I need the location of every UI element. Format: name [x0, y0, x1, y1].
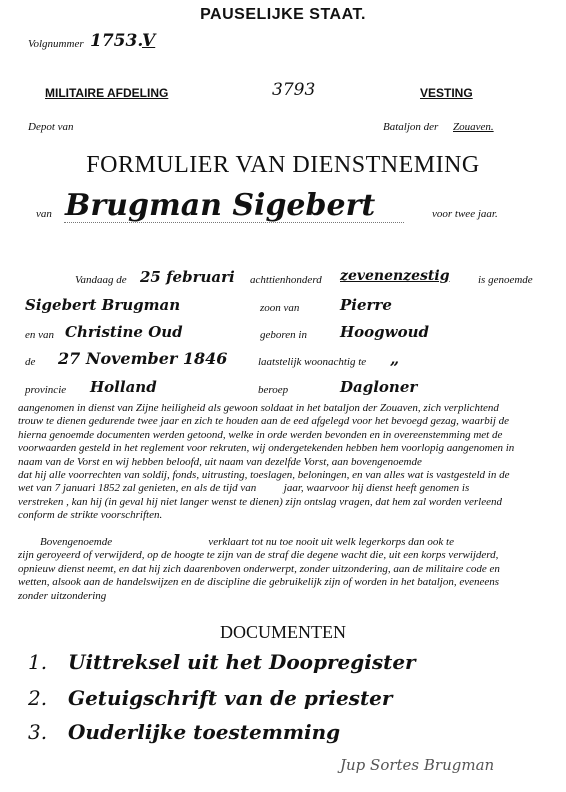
- achttien-label: achttienhonderd: [250, 274, 322, 286]
- volgnummer-label: Volgnummer: [28, 38, 84, 50]
- documents-title: DOCUMENTEN: [220, 622, 346, 642]
- birthplace: Hoogwoud: [340, 323, 429, 341]
- document-item: Ouderlijke toestemming: [68, 720, 341, 744]
- person-name: Sigebert Brugman: [25, 296, 181, 314]
- form-title: FORMULIER VAN DIENSTNEMING: [86, 152, 480, 178]
- paragraph-line: conform de strikte voorschriften.: [18, 509, 163, 522]
- genoemde-label: is genoemde: [478, 274, 533, 286]
- geboren-label: geboren in: [260, 329, 307, 341]
- occupation: Dagloner: [340, 378, 418, 396]
- de-label: de: [25, 356, 36, 368]
- duration-label: voor twee jaar.: [432, 208, 498, 220]
- residence: „: [390, 349, 400, 368]
- paragraph-line: Bovengenoemde verklaart tot nu toe nooit uit welk legerkorps dan ook te: [40, 536, 454, 548]
- paragraph-line: hierna genoemde documenten werden getoond, welke in orde werden bevonden en in overeenstemming met de: [18, 428, 503, 441]
- name-underline: [64, 222, 404, 223]
- vesting-label: VESTING: [420, 86, 473, 100]
- en-van-label: en van: [25, 329, 55, 341]
- paragraph-line: verstreken , kan hij (in geval hij niet langer wenst te dienen) zijn ontslag vragen, dat hem zal worden verleend: [18, 495, 502, 508]
- paragraph-line: dat hij alle voorrechten van soldij, fonds, uitrusting, toeslagen, beloningen, en van alles wat is vastgesteld in de: [18, 469, 510, 482]
- father-name: Pierre: [340, 296, 392, 314]
- birthdate: 27 November 1846: [58, 349, 228, 368]
- provincie-label: provincie: [25, 384, 67, 396]
- document-item: Uittreksel uit het Doopregister: [68, 650, 416, 674]
- declaration-paragraph: [18, 536, 548, 603]
- volgnummer-value: 1753.: [90, 31, 144, 51]
- document-number: 2.: [28, 686, 48, 710]
- depot-label: Depot van: [28, 121, 74, 133]
- document-title: PAUSELIJKE STAAT.: [200, 6, 366, 23]
- paragraph-line: zijn geroyeerd of verwijderd, op de hoogte te zijn van de straf die degene wacht die, uit een korps verwijderd,: [18, 549, 499, 562]
- document-number: 1.: [28, 650, 48, 674]
- enlistment-paragraph: [18, 402, 548, 523]
- militaire-afdeling-label: MILITAIRE AFDELING: [45, 86, 169, 100]
- bataljon-value: Zouaven.: [453, 121, 494, 133]
- vandaag-label: Vandaag de: [75, 274, 127, 286]
- enlistee-name: Brugman Sigebert: [65, 188, 376, 223]
- paragraph-line: trouw te dienen gedurende twee jaar en zich te houden aan de eed afgelegd voor het bevoegd gezag, waarbij de: [18, 415, 510, 428]
- paragraph-line: wetten, alsook aan de handelswijzen en de discipline die gebruikelijk zijn of worden in het bataljon, eveneens: [18, 576, 500, 589]
- document-number: 3.: [28, 720, 48, 744]
- van-label: van: [36, 208, 52, 220]
- woonachtig-label: laatstelijk woonachtig te: [258, 356, 367, 368]
- volgnummer-mark: V: [142, 31, 156, 51]
- paragraph-line: naam van de Vorst en wij hebben beloofd, uit naam van dezelfde Vorst, aan bovengenoemde: [18, 455, 422, 468]
- bataljon-label: Bataljon der: [383, 121, 439, 133]
- mother-name: Christine Oud: [65, 323, 183, 341]
- paragraph-line: aangenomen in dienst van Zijne heiligheid als gewoon soldaat in het bataljon der Zouaven, zich verplichtend: [18, 402, 499, 414]
- signature: Jup Sortes Brugman: [340, 756, 495, 774]
- paragraph-line: wet van 7 januari 1852 zal genieten, en als de tijd van jaar, waarvoor hij dienst heeft genomen is: [18, 482, 470, 495]
- province: Holland: [90, 378, 157, 396]
- document-item: Getuigschrift van de priester: [68, 686, 393, 710]
- paragraph-line: opnieuw dienst neemt, en dat hij zich daarenboven onderwerpt, zonder uitzondering, aan de militaire code en: [18, 562, 500, 575]
- year-words: zevenenzestig: [340, 268, 450, 284]
- paragraph-line: voorwaarden gesteld in het reglement voor rekruten, wij ondergetekenden hebben hem voorlopig aangenomen in: [18, 442, 515, 455]
- zoon-label: zoon van: [260, 302, 300, 314]
- afdeling-number: 3793: [272, 80, 316, 100]
- paragraph-line: zonder uitzondering: [18, 589, 107, 602]
- beroep-label: beroep: [258, 384, 289, 396]
- date-day: 25 februari: [140, 268, 235, 286]
